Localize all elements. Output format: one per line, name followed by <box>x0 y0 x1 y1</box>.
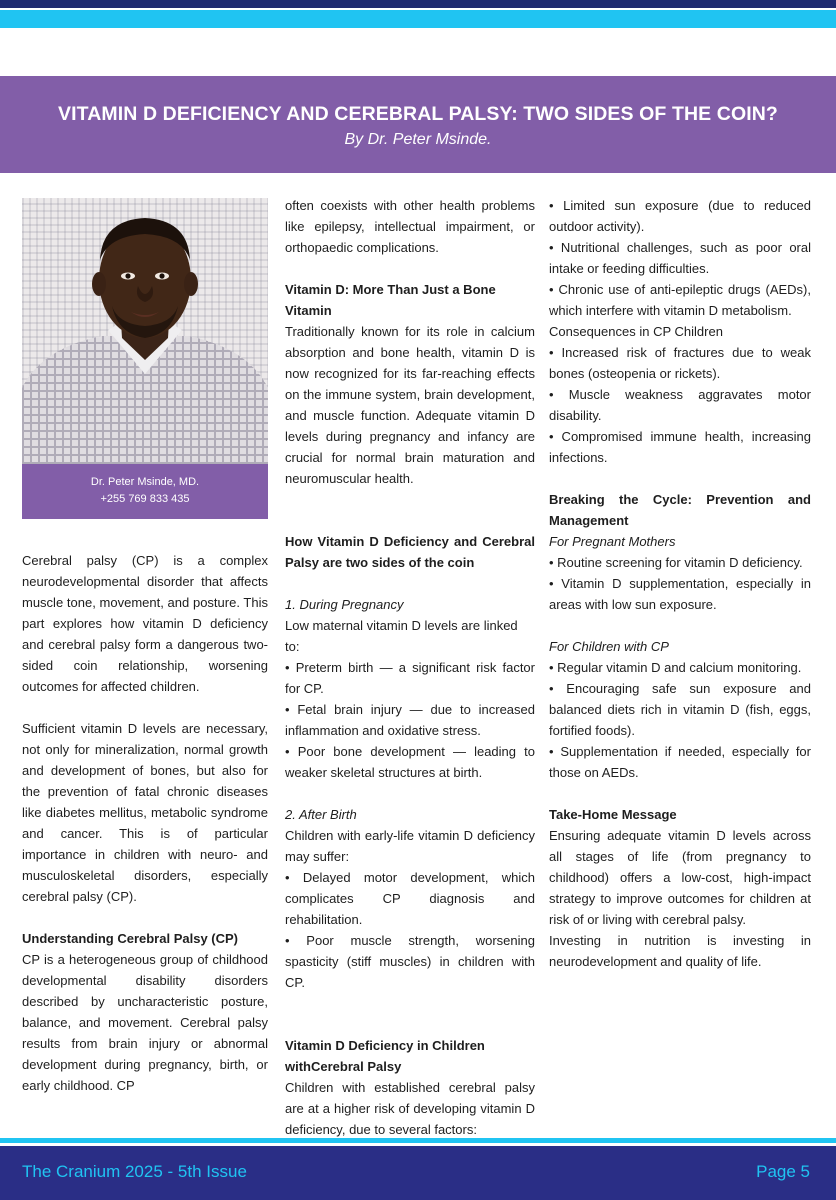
list-item: • Delayed motor development, which complicates CP diagnosis and rehabilitation. <box>285 870 535 927</box>
section-heading-vitamin-d: Vitamin D: More Than Just a Bone Vitamin <box>285 282 496 318</box>
column-3 <box>549 195 811 972</box>
column-1 <box>22 550 268 1096</box>
top-cyan-bar <box>0 10 836 28</box>
list-item: • Muscle weakness aggravates motor disability. <box>549 387 811 423</box>
column-2 <box>285 195 535 1140</box>
pregnancy-intro: Low maternal vitamin D levels are linked to: <box>285 618 518 654</box>
subheading-during-pregnancy: 1. During Pregnancy <box>285 597 404 612</box>
article-banner <box>0 76 836 173</box>
section-heading-understanding-cp: Understanding Cerebral Palsy (CP) <box>22 931 238 946</box>
list-item: • Poor bone development — leading to weaker skeletal structures at birth. <box>285 744 535 780</box>
author-caption <box>22 464 268 519</box>
after-birth-intro: Children with early-life vitamin D deficiency may suffer: <box>285 828 535 864</box>
subheading-pregnant-mothers: For Pregnant Mothers <box>549 534 676 549</box>
author-portrait-illustration <box>22 198 268 464</box>
section-heading-deficiency-line-2: withCerebral Palsy <box>285 1059 402 1074</box>
section-heading-breaking-cycle: Breaking the Cycle: Prevention and Management <box>549 492 811 528</box>
deficiency-text: Children with established cerebral palsy are at a higher risk of developing vitamin D deficiency, due to several factors: <box>285 1080 535 1137</box>
list-item: • Regular vitamin D and calcium monitoring. <box>549 660 802 675</box>
article-title: VITAMIN D DEFICIENCY AND CEREBRAL PALSY: TWO SIDES OF THE COIN? <box>58 103 778 125</box>
footer-publication: The Cranium 2025 - 5th Issue <box>22 1162 247 1181</box>
intro-paragraph-1: Cerebral palsy (CP) is a complex neurodevelopmental disorder that affects muscle tone, movement, and posture. This part explores how vitamin D deficiency and cerebral palsy form a dangerous two-sided coin relationship, worsening outcomes for affected children. <box>22 553 268 694</box>
list-item: • Limited sun exposure (due to reduced outdoor activity). <box>549 198 811 234</box>
subheading-children-cp: For Children with CP <box>549 639 669 654</box>
section-heading-deficiency-line-1: Vitamin D Deficiency in Children <box>285 1038 485 1053</box>
author-name: Dr. Peter Msinde, MD. <box>90 476 200 488</box>
subheading-after-birth: 2. After Birth <box>285 807 357 822</box>
consequences-label: Consequences in CP Children <box>549 324 723 339</box>
list-item: • Supplementation if needed, especially for those on AEDs. <box>549 744 811 780</box>
list-item: • Vitamin D supplementation, especially in areas with low sun exposure. <box>549 576 811 612</box>
vitamin-d-text: Traditionally known for its role in calcium absorption and bone health, vitamin D is now recognized for its far-reaching effects on the immune system, brain development, and muscle function. Adequate vitamin D levels during pregnancy and infancy are crucial for normal brain maturation and neuromuscular health. <box>285 324 535 486</box>
page-footer <box>0 1146 836 1200</box>
list-item: • Encouraging safe sun exposure and balanced diets rich in vitamin D (fish, eggs, fortified foods). <box>549 681 811 738</box>
list-item: • Poor muscle strength, worsening spasticity (stiff muscles) in children with CP. <box>285 933 535 990</box>
list-item: • Compromised immune health, increasing infections. <box>549 429 811 465</box>
list-item: • Increased risk of fractures due to weak bones (osteopenia or rickets). <box>549 345 811 381</box>
list-item: • Routine screening for vitamin D deficiency. <box>549 555 803 570</box>
take-home-text: Ensuring adequate vitamin D levels across all stages of life (from pregnancy to childhood) offers a low-cost, high-impact strategy to improve outcomes for children at risk of or living with cerebral palsy. <box>549 828 811 927</box>
article-byline: By Dr. Peter Msinde. <box>344 131 492 148</box>
author-photo <box>22 198 268 464</box>
closing-text: Investing in nutrition is investing in neurodevelopment and quality of life. <box>549 933 811 969</box>
cp-continued-text: often coexists with other health problems like epilepsy, intellectual impairment, or orthopaedic complications. <box>285 198 535 255</box>
list-item: • Preterm birth — a significant risk factor for CP. <box>285 660 535 696</box>
list-item: • Fetal brain injury — due to increased inflammation and oxidative stress. <box>285 702 535 738</box>
list-item: • Nutritional challenges, such as poor oral intake or feeding difficulties. <box>549 240 811 276</box>
footer-cyan-bar <box>0 1138 836 1143</box>
list-item: • Chronic use of anti-epileptic drugs (AEDs), which interfere with vitamin D metabolism. <box>549 282 811 318</box>
section-heading-two-sides: How Vitamin D Deficiency and Cerebral Palsy are two sides of the coin <box>285 534 535 570</box>
footer-page-number: Page 5 <box>756 1162 810 1181</box>
top-navy-bar <box>0 0 836 8</box>
understanding-cp-text: CP is a heterogeneous group of childhood developmental disability disorders described by uncharacteristic posture, balance, and movement. Cerebral palsy results from brain injury or abnormal development during pregnancy, birth, or early childhood. CP <box>22 952 268 1093</box>
intro-paragraph-2: Sufficient vitamin D levels are necessary, not only for mineralization, normal growth and development of bones, but also for the prevention of fatal chronic diseases like diabetes mellitus, metabolic syndrome and cancer. This is of particular importance in children with neuro- and musculoskeletal disorders, especially cerebral palsy (CP). <box>22 721 268 904</box>
section-heading-take-home: Take-Home Message <box>549 807 677 822</box>
author-phone: +255 769 833 435 <box>100 493 190 505</box>
